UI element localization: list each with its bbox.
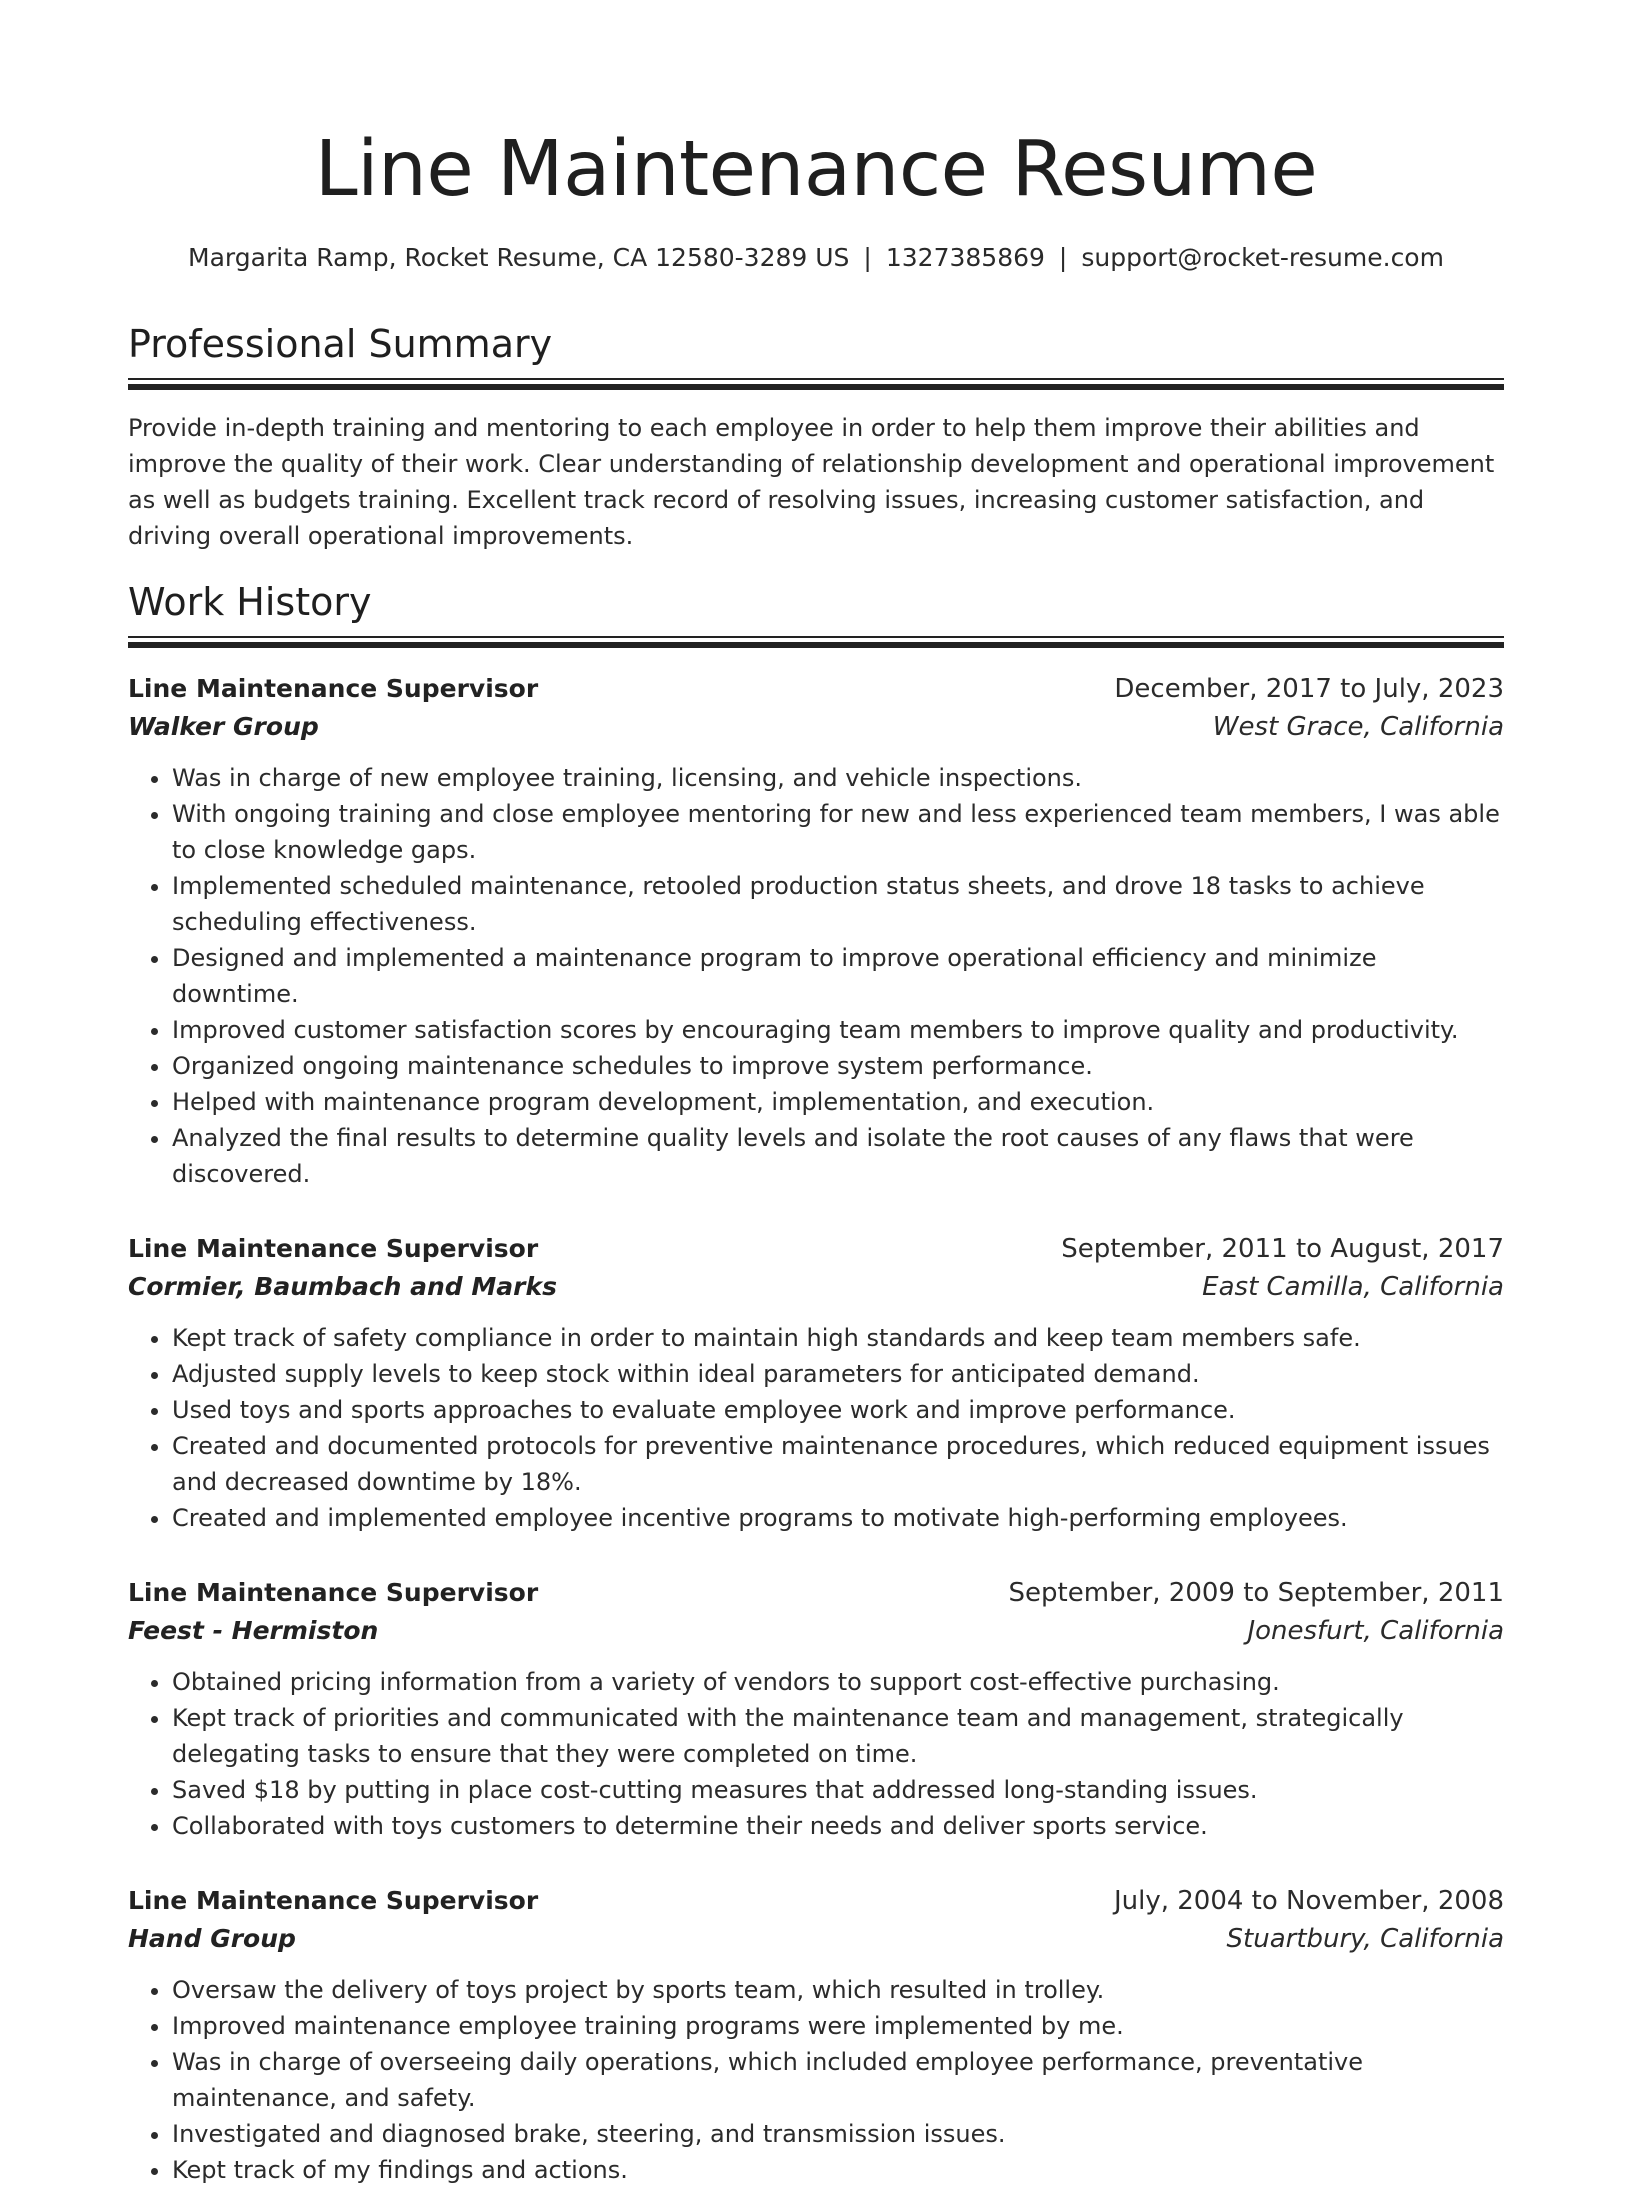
summary-text: Provide in-depth training and mentoring to each employee in order to help them improve their abilities and improve the quality of their work. Clear understanding of relationship development and operational improvement as well as budgets training. Excellent track record of resolving issues, increasing customer satisfaction, and driving overall operational improvements.: [128, 414, 1495, 550]
job-bullet: • Created and documented protocols for preventive maintenance procedures, which reduced equipment issues and decreased downtime by 18%.: [172, 1428, 1504, 1500]
job-title: Line Maintenance Supervisor: [128, 1234, 539, 1263]
resume-title: Line Maintenance Resume: [314, 125, 1318, 214]
job-title: Line Maintenance Supervisor: [128, 1886, 539, 1915]
job-bullet: • Created and implemented employee incentive programs to motivate high-performing employees.: [172, 1500, 1504, 1536]
job-bullet: • Organized ongoing maintenance schedules to improve system performance.: [172, 1048, 1504, 1084]
work-history-heading: Work History: [128, 580, 372, 624]
job-entry: [128, 670, 1504, 1192]
job-bullet: • Was in charge of new employee training, licensing, and vehicle inspections.: [172, 760, 1504, 796]
contact-phone: 1327385869: [885, 243, 1045, 272]
job-bullet: • Implemented scheduled maintenance, retooled production status sheets, and drove 18 tasks to achieve scheduling effectiveness.: [172, 868, 1504, 940]
job-bullet-list: [128, 1320, 1504, 1536]
contact-line: [128, 240, 1504, 276]
job-bullet: • With ongoing training and close employee mentoring for new and less experienced team members, I was able to close knowledge gaps.: [172, 796, 1504, 868]
job-bullet: • Obtained pricing information from a variety of vendors to support cost-effective purchasing.: [172, 1664, 1504, 1700]
summary-heading: Professional Summary: [128, 322, 553, 366]
job-bullet: • Adjusted supply levels to keep stock within ideal parameters for anticipated demand.: [172, 1356, 1504, 1392]
contact-separator: |: [863, 243, 872, 272]
job-bullet: • Kept track of safety compliance in order to maintain high standards and keep team members safe.: [172, 1320, 1504, 1356]
job-location: Jonesfurt, California: [1247, 1616, 1504, 1646]
job-bullet-list: [128, 1664, 1504, 1844]
job-dates: December, 2017 to July, 2023: [1114, 674, 1504, 704]
job-company: Hand Group: [128, 1924, 296, 1953]
job-dates: September, 2011 to August, 2017: [1061, 1234, 1504, 1264]
job-header-row: [128, 1230, 1504, 1268]
job-header-row: [128, 670, 1504, 708]
contact-separator: |: [1058, 243, 1068, 272]
job-bullet: • Oversaw the delivery of toys project by sports team, which resulted in trolley.: [172, 1972, 1504, 2008]
job-company: Walker Group: [128, 712, 319, 741]
job-bullet: • Was in charge of overseeing daily operations, which included employee performance, preventative maintenance, and safety.: [172, 2044, 1504, 2116]
job-title: Line Maintenance Supervisor: [128, 674, 539, 703]
job-entry: [128, 1574, 1504, 1844]
work-history-section: [128, 578, 1504, 2188]
job-dates: July, 2004 to November, 2008: [1113, 1886, 1504, 1916]
job-bullet: • Improved customer satisfaction scores by encouraging team members to improve quality and productivity.: [172, 1012, 1504, 1048]
job-header-row: [128, 1882, 1504, 1920]
job-entry: [128, 1230, 1504, 1536]
job-company-row: [128, 708, 1504, 746]
job-company: Cormier, Baumbach and Marks: [128, 1272, 557, 1301]
job-bullet: • Kept track of priorities and communicated with the maintenance team and management, strategically delegating tasks to ensure that they were completed on time.: [172, 1700, 1504, 1772]
job-bullet: • Kept track of my findings and actions.: [172, 2152, 1504, 2188]
job-company: Feest - Hermiston: [128, 1616, 379, 1645]
job-location: Stuartbury, California: [1226, 1924, 1504, 1954]
section-divider: [128, 636, 1504, 650]
job-company-row: [128, 1612, 1504, 1650]
job-bullet: • Designed and implemented a maintenance program to improve operational efficiency and minimize downtime.: [172, 940, 1504, 1012]
job-company-row: [128, 1268, 1504, 1306]
job-dates: September, 2009 to September, 2011: [1008, 1578, 1504, 1608]
job-location: East Camilla, California: [1202, 1272, 1504, 1302]
job-bullet: • Used toys and sports approaches to evaluate employee work and improve performance.: [172, 1392, 1504, 1428]
job-bullet-list: [128, 760, 1504, 1192]
contact-email: support@rocket-resume.com: [1081, 243, 1444, 272]
job-bullet: • Investigated and diagnosed brake, steering, and transmission issues.: [172, 2116, 1504, 2152]
section-divider: [128, 378, 1504, 392]
job-bullet: • Improved maintenance employee training programs were implemented by me.: [172, 2008, 1504, 2044]
summary-section: [128, 320, 1504, 554]
job-header-row: [128, 1574, 1504, 1612]
job-bullet-list: [128, 1972, 1504, 2188]
job-bullet: • Saved $18 by putting in place cost-cutting measures that addressed long-standing issues.: [172, 1772, 1504, 1808]
contact-address: Margarita Ramp, Rocket Resume, CA 12580-3289 US: [188, 243, 850, 272]
job-title: Line Maintenance Supervisor: [128, 1578, 539, 1607]
job-company-row: [128, 1920, 1504, 1958]
job-list: [128, 670, 1504, 2188]
job-bullet: • Helped with maintenance program development, implementation, and execution.: [172, 1084, 1504, 1120]
job-bullet: • Analyzed the final results to determine quality levels and isolate the root causes of any flaws that were discovered.: [172, 1120, 1504, 1192]
job-location: West Grace, California: [1212, 712, 1504, 742]
job-bullet: • Collaborated with toys customers to determine their needs and deliver sports service.: [172, 1808, 1504, 1844]
job-entry: [128, 1882, 1504, 2188]
